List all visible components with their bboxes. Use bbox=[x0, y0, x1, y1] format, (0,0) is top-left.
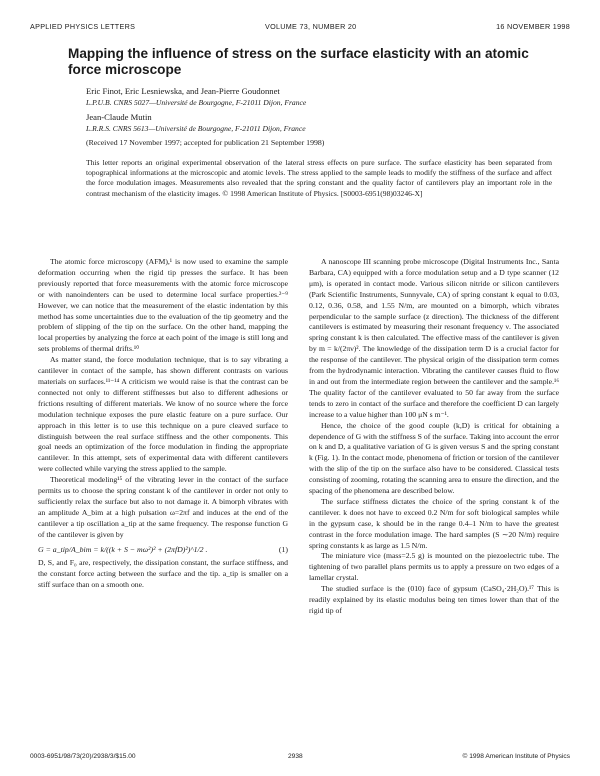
paragraph: The studied surface is the (010) face of gypsum (CaSO₄·2H₂O).¹⁷ This is readily explained by its elastic modulus being ten times lower than that of the rigid tip of bbox=[309, 584, 559, 615]
copyright-notice: © 1998 American Institute of Physics bbox=[462, 753, 570, 760]
received-dates: (Received 17 November 1997; accepted for publication 21 September 1998) bbox=[86, 138, 325, 147]
paragraph: D, S, and F₀ are, respectively, the dissipation constant, the surface stiffness, and the constant force acting between the surface and the tip. a_tip is smaller on a stiff surface than on a smooth one. bbox=[38, 558, 288, 590]
issue-date: 16 NOVEMBER 1998 bbox=[496, 22, 570, 31]
abstract: This letter reports an original experimental observation of the lateral stress effects on pure surface. The surface elasticity has been separated from topographical informations at the microscopic and atomic levels. The stress applied to the sample leads to modify the stiffness of the surface and affect the force modulation images. Measurements also revealed that the spring constant and the quality factor of cantilevers play an important role in the contrast mechanism of the elasticity images. © 1998 American Institute of Physics. [S0003-6951(98)03246-X] bbox=[86, 158, 552, 198]
article-code: 0003-6951/98/73(20)/2938/3/$15.00 bbox=[30, 753, 136, 760]
paragraph: Hence, the choice of the good couple (k,D) is critical for obtaining a dependence of G with the stiffness S of the surface. Taking into account the error on k and D, a qualitative variation of G is given versus S and the spring constant k (Fig. 1). In the contact mode, phenomena of friction or torsion of the cantilever with the slip of the tip on the surface also have to be considered. Classical tests consisting of zooming, rotating the scanning area to ensure the direction, and the spacing of the phenomena are described below. bbox=[309, 420, 559, 496]
journal-name: APPLIED PHYSICS LETTERS bbox=[30, 22, 136, 31]
affiliation-1: L.P.U.B. CNRS 5027—Université de Bourgogne, F-21011 Dijon, France bbox=[86, 98, 307, 107]
paragraph: The atomic force microscopy (AFM),¹ is now used to examine the sample deformation occurring when the rigid tip presses the surface. It has been previously reported that force measurements with the atomic force microscope or with nanoindenters can be used to determine local surface properties.²⁻⁹ However, we can notice that the measurement of the elastic indentation by this method has some uncertainties due to the evaluation of the tip geometry and the problem of slipping of the tip on the surface. On the other hand, mapping the local properties by analyzing the force at each point of the image is still long and sets problems of thermal drifts.¹⁰ bbox=[38, 257, 288, 354]
page-footer bbox=[30, 753, 570, 765]
equation-1 bbox=[38, 545, 288, 556]
equation-body: G = a_tip/A_bim = k/((k + S − mω²)² + (2πfD)²)^1/2 . bbox=[38, 544, 208, 554]
paragraph: The surface stiffness dictates the choice of the spring constant k of the cantilever. k does not have to exceed 0.2 N/m for soft biological samples while in the gypsum case, k should be in the range 0.4–1 N/m to have the greatest contrast in the force modulation image. The hard samples (S ∼20 N/m) require spring constants k as large as 1.5 N/m. bbox=[309, 496, 559, 550]
running-header bbox=[30, 22, 570, 36]
page-number: 2938 bbox=[288, 753, 303, 760]
equation-number: (1) bbox=[278, 544, 288, 554]
affiliation-2: L.R.R.S. CNRS 5613—Université de Bourgogne, F-21011 Dijon, France bbox=[86, 124, 306, 133]
volume-number: VOLUME 73, NUMBER 20 bbox=[265, 22, 357, 31]
paragraph: The miniature vice (mass=2.5 g) is mounted on the piezoelectric tube. The tightening of two parallel plans permits us to apply a pressure on two edges of a lamellar crystal. bbox=[309, 551, 559, 583]
right-column bbox=[309, 257, 559, 617]
article-title: Mapping the influence of stress on the surface elasticity with an atomic force microscope bbox=[68, 46, 529, 77]
author-list-1: Eric Finot, Eric Lesniewska, and Jean-Pierre Goudonnet bbox=[86, 86, 280, 96]
paragraph: Theoretical modeling¹⁵ of the vibrating lever in the contact of the surface permits us to choose the spring constant k of the cantilever in order not only to sufficiently relax the surface but also to not damage it. A bimorph vibrates with an amplitude A_bim at a high pulsation ω=2πf and induces at the end of the cantilever a tip oscillation a_tip at the same frequency. The response function G of the cantilever is given by bbox=[38, 475, 288, 539]
author-list-2: Jean-Claude Mutin bbox=[86, 112, 152, 122]
paragraph: As matter stand, the force modulation technique, that is to say vibrating a cantilever in contact of the sample, has shown different contrasts on various materials on surfaces.¹¹⁻¹⁴ A criticism we would raise is that the contrast can be connected not only to different stiffnesses but also to different adhesions or frictions resulting of different materials. We know of no source where the force modulation technique exposes the pure elastic feature on a pure surface. Our approach in this letter is to use this technique on a pure cleaved surface to distinguish between the real surface stiffness and the other components. This goal needs an optimization of the force modulation in finding the appropriate cantilever. In this attempt, sets of experimental data with different cantilevers were collected while varying the stress applied to the sample. bbox=[38, 355, 288, 474]
left-column bbox=[38, 257, 288, 591]
paragraph: A nanoscope III scanning probe microscope (Digital Instruments Inc., Santa Barbara, CA) equipped with a force modulation setup and a D type scanner (12 μm), is operated in contact mode. Various silicon nitride or silicon cantilevers (Park Scientific Instruments, Sunnyvale, CA) of spring constant k equal to 0.03, 0.12, 0.36, 0.58, and 1.55 N/m, are mounted on a bimorph, which vibrates perpendicular to the sample surface (z direction). The thickness of the different cantilevers is estimated by measuring their resonant frequency ν. The associated spring constant k is then calculated. The effective mass of the cantilever is given by m = k/(2πν)². The knowledge of the dissipation term D is a crucial factor for the response of the cantilever. The physical origin of the dissipation term comes from the hydrodynamic interaction. Vibrating the cantilever causes fluid to flow in and out from the intermediate region between the cantilever and the sample.¹⁶ The quality factor of the cantilever evaluated to 50 far away from the surface tends to zero in contact of the surface and therefore the coefficient D can largely increase to a value higher than 100 μN s m⁻¹. bbox=[309, 257, 559, 419]
